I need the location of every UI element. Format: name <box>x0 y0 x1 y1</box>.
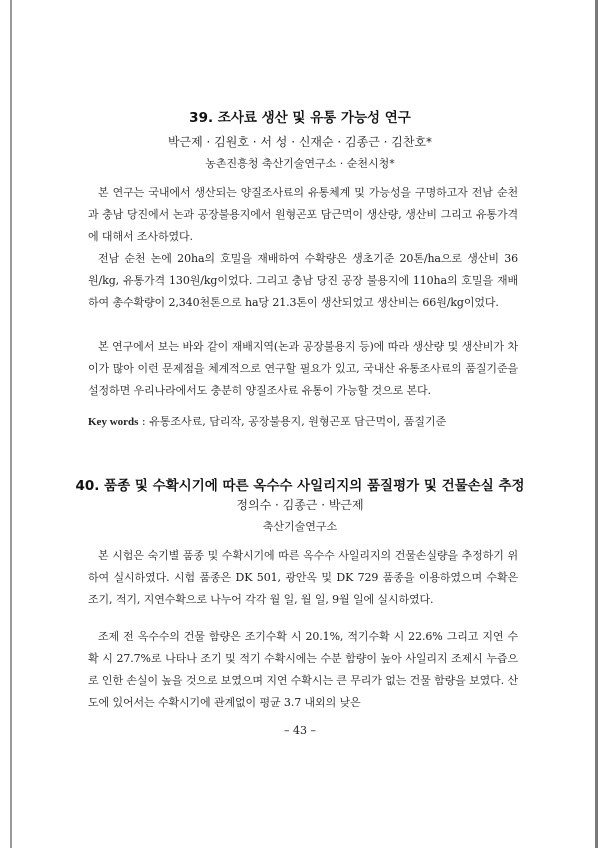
keywords-list: : 유통조사료, 담리작, 공장불용지, 원형곤포 담근먹이, 품질기준 <box>138 415 447 428</box>
article-40-authors: 정의수 · 김종근 · 박근제 <box>236 498 364 512</box>
article-39-paragraph-1: 본 연구는 국내에서 생산되는 양질조사료의 유통체계 및 가능성을 구명하고자 전남 순천과 충남 당진에서 논과 공장불용지에서 원형곤포 담근먹이 생산량, 생산비 그리고 유통가격에 대해서 조사하였다. <box>88 186 518 243</box>
article-40-paragraph-1: 본 시험은 숙기별 품종 및 수확시기에 따른 옥수수 사일리지의 건물손실량을 추정하기 위하여 실시하였다. 시험 품종은 DK 501, 광안옥 및 DK 729 품종을 이용하였으며 수확은 조기, 적기, 지연수확으로 나누어 각각 월 일, 월 일, 9월 일에 실시하였다. <box>88 549 518 606</box>
article-39-title: 39. 조사료 생산 및 유통 가능성 연구 <box>189 110 411 126</box>
keywords-label: Key words <box>88 416 139 428</box>
article-40-paragraph-2: 조제 전 옥수수의 건물 함량은 조기수확 시 20.1%, 적기수확 시 22.6% 그리고 지연 수확 시 27.7%로 나타나 조기 및 적기 수확시에는 수분 함량이 높아 사일리지 조제시 누즙으로 인한 손실이 높을 것으로 보였으며 지연 수확시는 큰 무리가 없는 건물 함량을 보였다. 산도에 있어서는 수확시기에 관계없이 평균 3.7 내외의 낮은 <box>88 630 518 709</box>
article-40-affiliation: 축산기술연구소 <box>262 520 338 533</box>
left-frame-line <box>10 0 12 848</box>
article-39-keywords <box>88 411 518 433</box>
right-frame-line <box>595 0 598 848</box>
article-39-paragraph-2: 전남 순천 논에 20ha의 호밀을 재배하여 수확량은 생초기준 20톤/ha으로 생산비 36원/kg, 유통가격 130원/kg이었다. 그리고 충남 당진 공장 불용지에 110ha의 호밀을 재배하여 총수확량이 2,340천톤으로 ha당 21.3톤이 생산되었고 생산비는 66원/kg이었다. <box>88 252 518 309</box>
article-39-paragraph-3: 본 연구에서 보는 바와 같이 재배지역(논과 공장불용지 등)에 따라 생산량 및 생산비가 차이가 많아 이런 문제점을 체계적으로 연구할 필요가 있고, 국내산 유통조사료의 품질기준을 설정하면 우리나라에서도 충분히 양질조사료 유통이 가능할 것으로 본다. <box>88 340 518 397</box>
article-39-affiliation: 농촌진흥청 축산기술연구소 · 순천시청* <box>205 157 395 170</box>
article-40-title: 40. 품종 및 수확시기에 따른 옥수수 사일리지의 품질평가 및 건물손실 추정 <box>75 478 525 494</box>
page-number: – 43 – <box>284 724 316 737</box>
article-39-authors: 박근제 · 김원호 · 서 성 · 신재순 · 김종근 · 김찬호* <box>167 135 433 149</box>
